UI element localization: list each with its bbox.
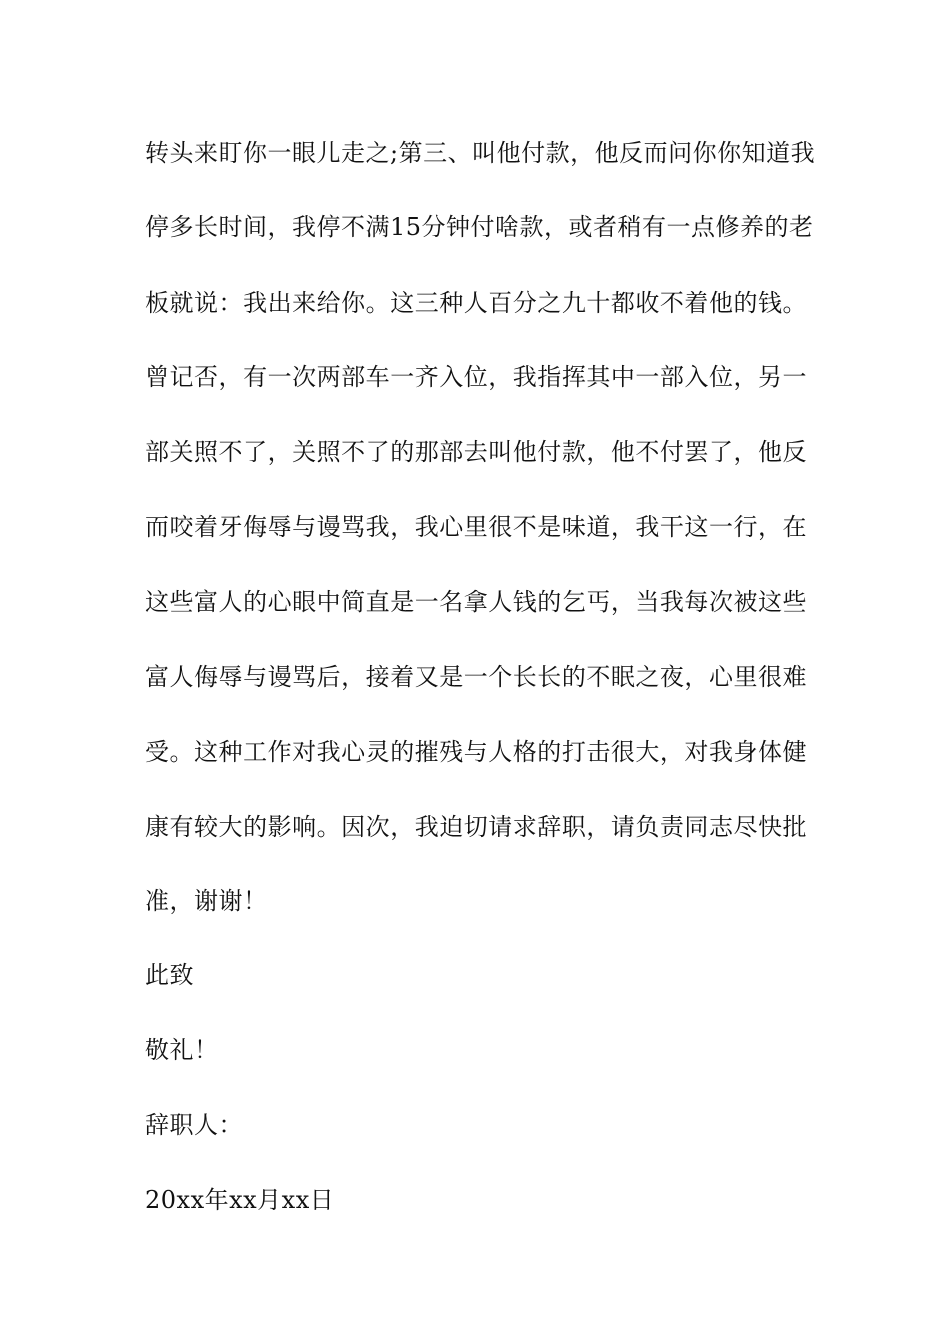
date-text: 20xx年xx月xx日 <box>145 1186 335 1214</box>
paragraph-line: 停多长时间，我停不满15分钟付啥款，或者稍有一点修养的老 <box>145 213 814 241</box>
paragraph-line: 板就说：我出来给你。这三种人百分之九十都收不着他的钱。 <box>145 289 807 317</box>
salutation-text: 敬礼！ <box>145 1036 219 1064</box>
paragraph-line: 富人侮辱与谩骂后，接着又是一个长长的不眠之夜，心里很难 <box>145 663 807 691</box>
paragraph-line: 康有较大的影响。因次，我迫切请求辞职，请负责同志尽快批 <box>145 813 807 841</box>
paragraph-line: 而咬着牙侮辱与谩骂我，我心里很不是味道，我干这一行，在 <box>145 513 807 541</box>
paragraph-line: 转头来盯你一眼儿走之;第三、叫他付款，他反而问你你知道我 <box>145 139 816 167</box>
closing-text: 此致 <box>145 961 194 989</box>
paragraph-line: 这些富人的心眼中简直是一名拿人钱的乞丐，当我每次被这些 <box>145 588 807 616</box>
paragraph-line: 曾记否，有一次两部车一齐入位，我指挥其中一部入位，另一 <box>145 363 807 391</box>
paragraph-line-last: 准，谢谢！ <box>145 887 268 915</box>
signature-label: 辞职人： <box>145 1111 243 1139</box>
paragraph-line: 部关照不了，关照不了的那部去叫他付款，他不付罢了，他反 <box>145 438 807 466</box>
paragraph-line: 受。这种工作对我心灵的摧残与人格的打击很大，对我身体健 <box>145 738 807 766</box>
